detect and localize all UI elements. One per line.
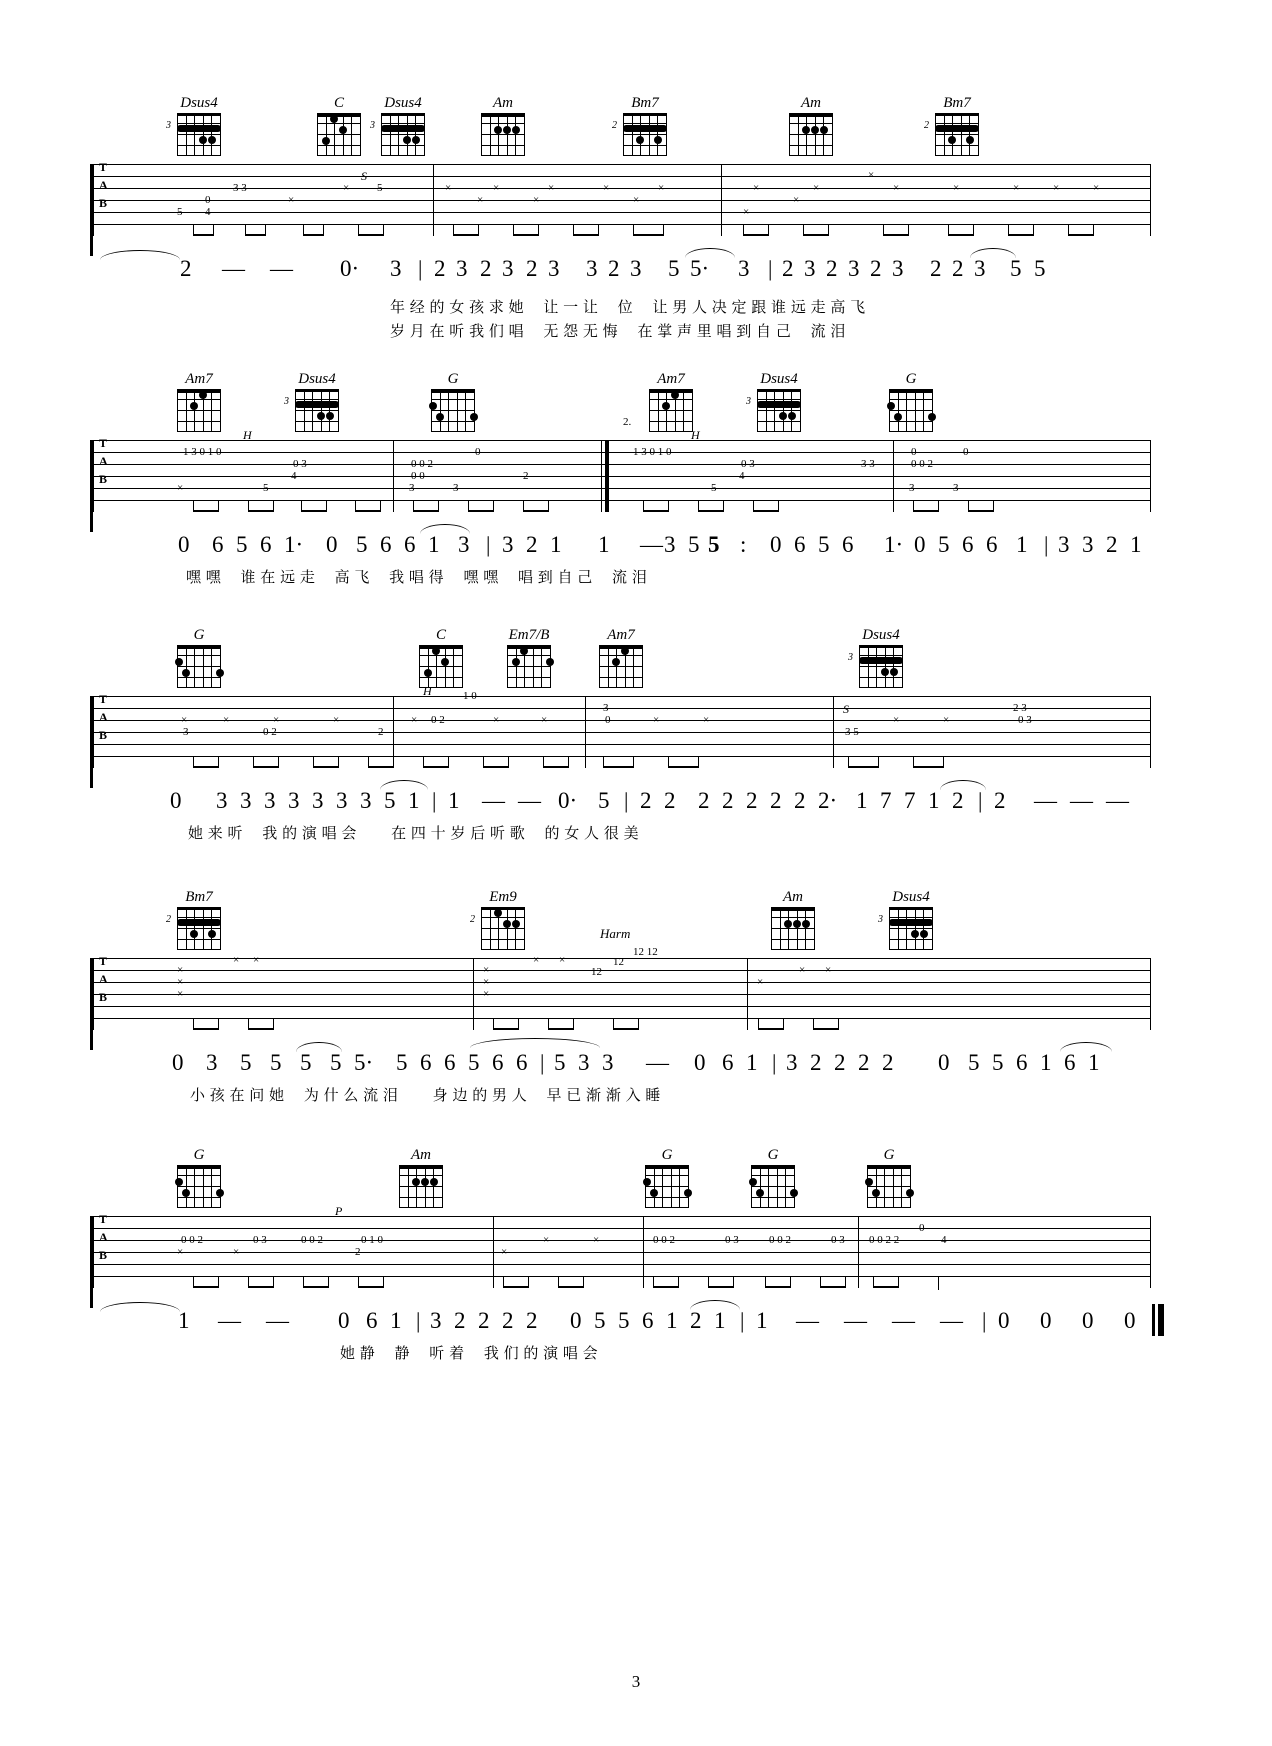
tab-letter-b: B (99, 472, 108, 486)
melody-line-1: 2 — — 0· 3 | 2 3 2 3 2 3 3 2 3 5 5· 3 | 2 3 2 3 2 3 2 2 3 5 5 (90, 256, 1150, 296)
system-5 (90, 1148, 1150, 1366)
chord-diagram-am-4: Am (390, 1148, 452, 1207)
chord-diagram-dsus4-6: Dsus4 3 (880, 890, 942, 949)
chord-grid (645, 1165, 689, 1207)
lyrics-line-1b: 岁 月 在 听 我 们 唱 无 怨 无 悔 在 掌 声 里 唱 到 自 己 流 泪 (390, 322, 846, 340)
chord-diagram-g-5: G (636, 1148, 698, 1207)
chord-diagram-g-4: G (168, 1148, 230, 1207)
chord-grid (431, 389, 475, 431)
page-number: 3 (631, 1672, 641, 1691)
chord-diagram-row-1 (90, 96, 1150, 164)
tab-staff-5: T A B P 0 0 2 0 3 0 0 2 0 1 0 2 × × – × × × 0 0 2 0 3 0 0 2 0 3 0 0 2 2 0 4 – (90, 1216, 1150, 1308)
lyrics-line-1a: 年 经 的 女 孩 求 她 让 一 让 位 让 男 人 决 定 跟 谁 远 走 高 飞 (390, 298, 866, 316)
tab-staff-1: T A B 3 3 0 5 4 × × S 5 × × × × × × × × × × × × × × × × × × (90, 164, 1150, 256)
tab-letter-a: A (99, 178, 108, 192)
tab-letter-a: A (99, 454, 108, 468)
chord-diagram-em7b: Em7/B (498, 628, 560, 687)
chord-diagram-dsus4: Dsus4 3 (168, 96, 230, 155)
chord-grid (867, 1165, 911, 1207)
melody-line-3: 0 3 3 3 3 3 3 3 5 1 | 1 — — 0· 5 | 2 2 2 2 2 2 2 2· 1 7 7 1 2 | 2 — — — (90, 788, 1150, 822)
chord-grid: 3 (177, 113, 221, 155)
chord-grid: 3 (295, 389, 339, 431)
chord-grid: 2 (177, 907, 221, 949)
chord-grid (177, 389, 221, 431)
chord-grid (481, 113, 525, 155)
harmonic-label: Harm (600, 926, 631, 941)
chord-diagram-am-3: Am (762, 890, 824, 949)
chord-grid (751, 1165, 795, 1207)
system-2 (90, 372, 1150, 590)
chord-diagram-am7-2: Am7 (640, 372, 702, 431)
tab-letter-b: B (99, 196, 108, 210)
tab-letter-b: B (99, 1248, 108, 1262)
tab-staff-4: T A B × × × × × – – × × × × × 12 12 12 12 × × × – (90, 958, 1150, 1050)
chord-diagram-g-7: G (858, 1148, 920, 1207)
chord-grid: 3 (859, 645, 903, 687)
chord-grid (889, 389, 933, 431)
chord-diagram-g: G (422, 372, 484, 431)
tab-letter-t: T (99, 954, 108, 968)
chord-grid (177, 1165, 221, 1207)
chord-diagram-am-2: Am (780, 96, 842, 155)
chord-diagram-g-3: G (168, 628, 230, 687)
chord-grid (317, 113, 361, 155)
chord-diagram-row-5 (90, 1148, 1150, 1216)
chord-grid: 2 (481, 907, 525, 949)
lyrics-line-4: 小 孩 在 问 她 为 什 么 流 泪 身 边 的 男 人 早 已 渐 渐 入 睡 (190, 1086, 661, 1104)
chord-diagram-row-4 (90, 890, 1150, 958)
tab-staff-2: T A B H 1 3 0 1 0 0 3 4 5 × 0 0 2 0 0 3 3 0 2 H 1 3 0 1 0 0 3 4 5 3 3 0 0 2 0 0 3 3 – 2. (90, 440, 1150, 532)
tab-letter-b: B (99, 990, 108, 1004)
chord-diagram-dsus4-5: Dsus4 3 (850, 628, 912, 687)
tab-letter-t: T (99, 160, 108, 174)
chord-grid: 2 (935, 113, 979, 155)
tab-letter-b: B (99, 728, 108, 742)
chord-diagram-g-6: G (742, 1148, 804, 1207)
chord-diagram-row-3 (90, 628, 1150, 696)
chord-diagram-am7-3: Am7 (590, 628, 652, 687)
chord-diagram-bm7-2: Bm7 2 (926, 96, 988, 155)
chord-grid (507, 645, 551, 687)
chord-diagram-am7: Am7 (168, 372, 230, 431)
lyrics-line-2: 嘿 嘿 谁 在 远 走 高 飞 我 唱 得 嘿 嘿 唱 到 自 己 流 泪 (186, 568, 647, 586)
system-1 (90, 96, 1150, 344)
chord-grid: 3 (757, 389, 801, 431)
chord-diagram-c-2: C (410, 628, 472, 687)
chord-grid: 2 (623, 113, 667, 155)
lyrics-line-5: 她 静 静 听 着 我 们 的 演 唱 会 (340, 1344, 598, 1362)
tab-letter-t: T (99, 692, 108, 706)
melody-line-2: 0 6 5 6 1· 0 5 6 6 1 3 | 3 2 1 1 — 3 5 5 : 0 6 5 6 1· 0 5 6 6 1 | 3 3 2 1 (90, 532, 1150, 566)
melody-line-5: 1 — — 0 6 1 | 3 2 2 2 2 0 5 5 6 1 2 1 | 1 — — — — | 0 0 0 0 (90, 1308, 1150, 1342)
chord-grid (771, 907, 815, 949)
tab-letter-a: A (99, 972, 108, 986)
tab-staff-3: T A B × × × × 3 0 2 2 H 1 0 0 2 × × × 3 0 × × – S 3 5 × × 2 3 0 3 (90, 696, 1150, 788)
melody-line-4: 0 3 5 5 5 5 5· 5 6 6 5 6 6 | 5 3 3 — 0 6 1 | 3 2 2 2 2 0 5 5 6 1 6 1 (90, 1050, 1150, 1084)
chord-diagram-bm7-3: Bm7 2 (168, 890, 230, 949)
system-4 (90, 890, 1150, 1108)
chord-diagram-g-2: G (880, 372, 942, 431)
chord-grid (177, 645, 221, 687)
chord-diagram-am: Am (472, 96, 534, 155)
chord-grid (399, 1165, 443, 1207)
chord-diagram-dsus4-2: Dsus4 3 (372, 96, 434, 155)
chord-grid (599, 645, 643, 687)
chord-grid (789, 113, 833, 155)
chord-diagram-dsus4-3: Dsus4 3 (286, 372, 348, 431)
tab-letter-t: T (99, 436, 108, 450)
chord-diagram-dsus4-4: Dsus4 3 (748, 372, 810, 431)
chord-diagram-em9: Em9 2 (472, 890, 534, 949)
tab-letter-a: A (99, 1230, 108, 1244)
chord-diagram-bm7: Bm7 2 (614, 96, 676, 155)
tab-letter-t: T (99, 1212, 108, 1226)
system-3 (90, 628, 1150, 846)
chord-grid (649, 389, 693, 431)
chord-grid: 3 (889, 907, 933, 949)
chord-grid: 3 (381, 113, 425, 155)
lyrics-line-3: 她 来 听 我 的 演 唱 会 在 四 十 岁 后 听 歌 的 女 人 很 美 (188, 824, 639, 842)
tab-letter-a: A (99, 710, 108, 724)
chord-diagram-c: C (308, 96, 370, 155)
chord-grid (419, 645, 463, 687)
